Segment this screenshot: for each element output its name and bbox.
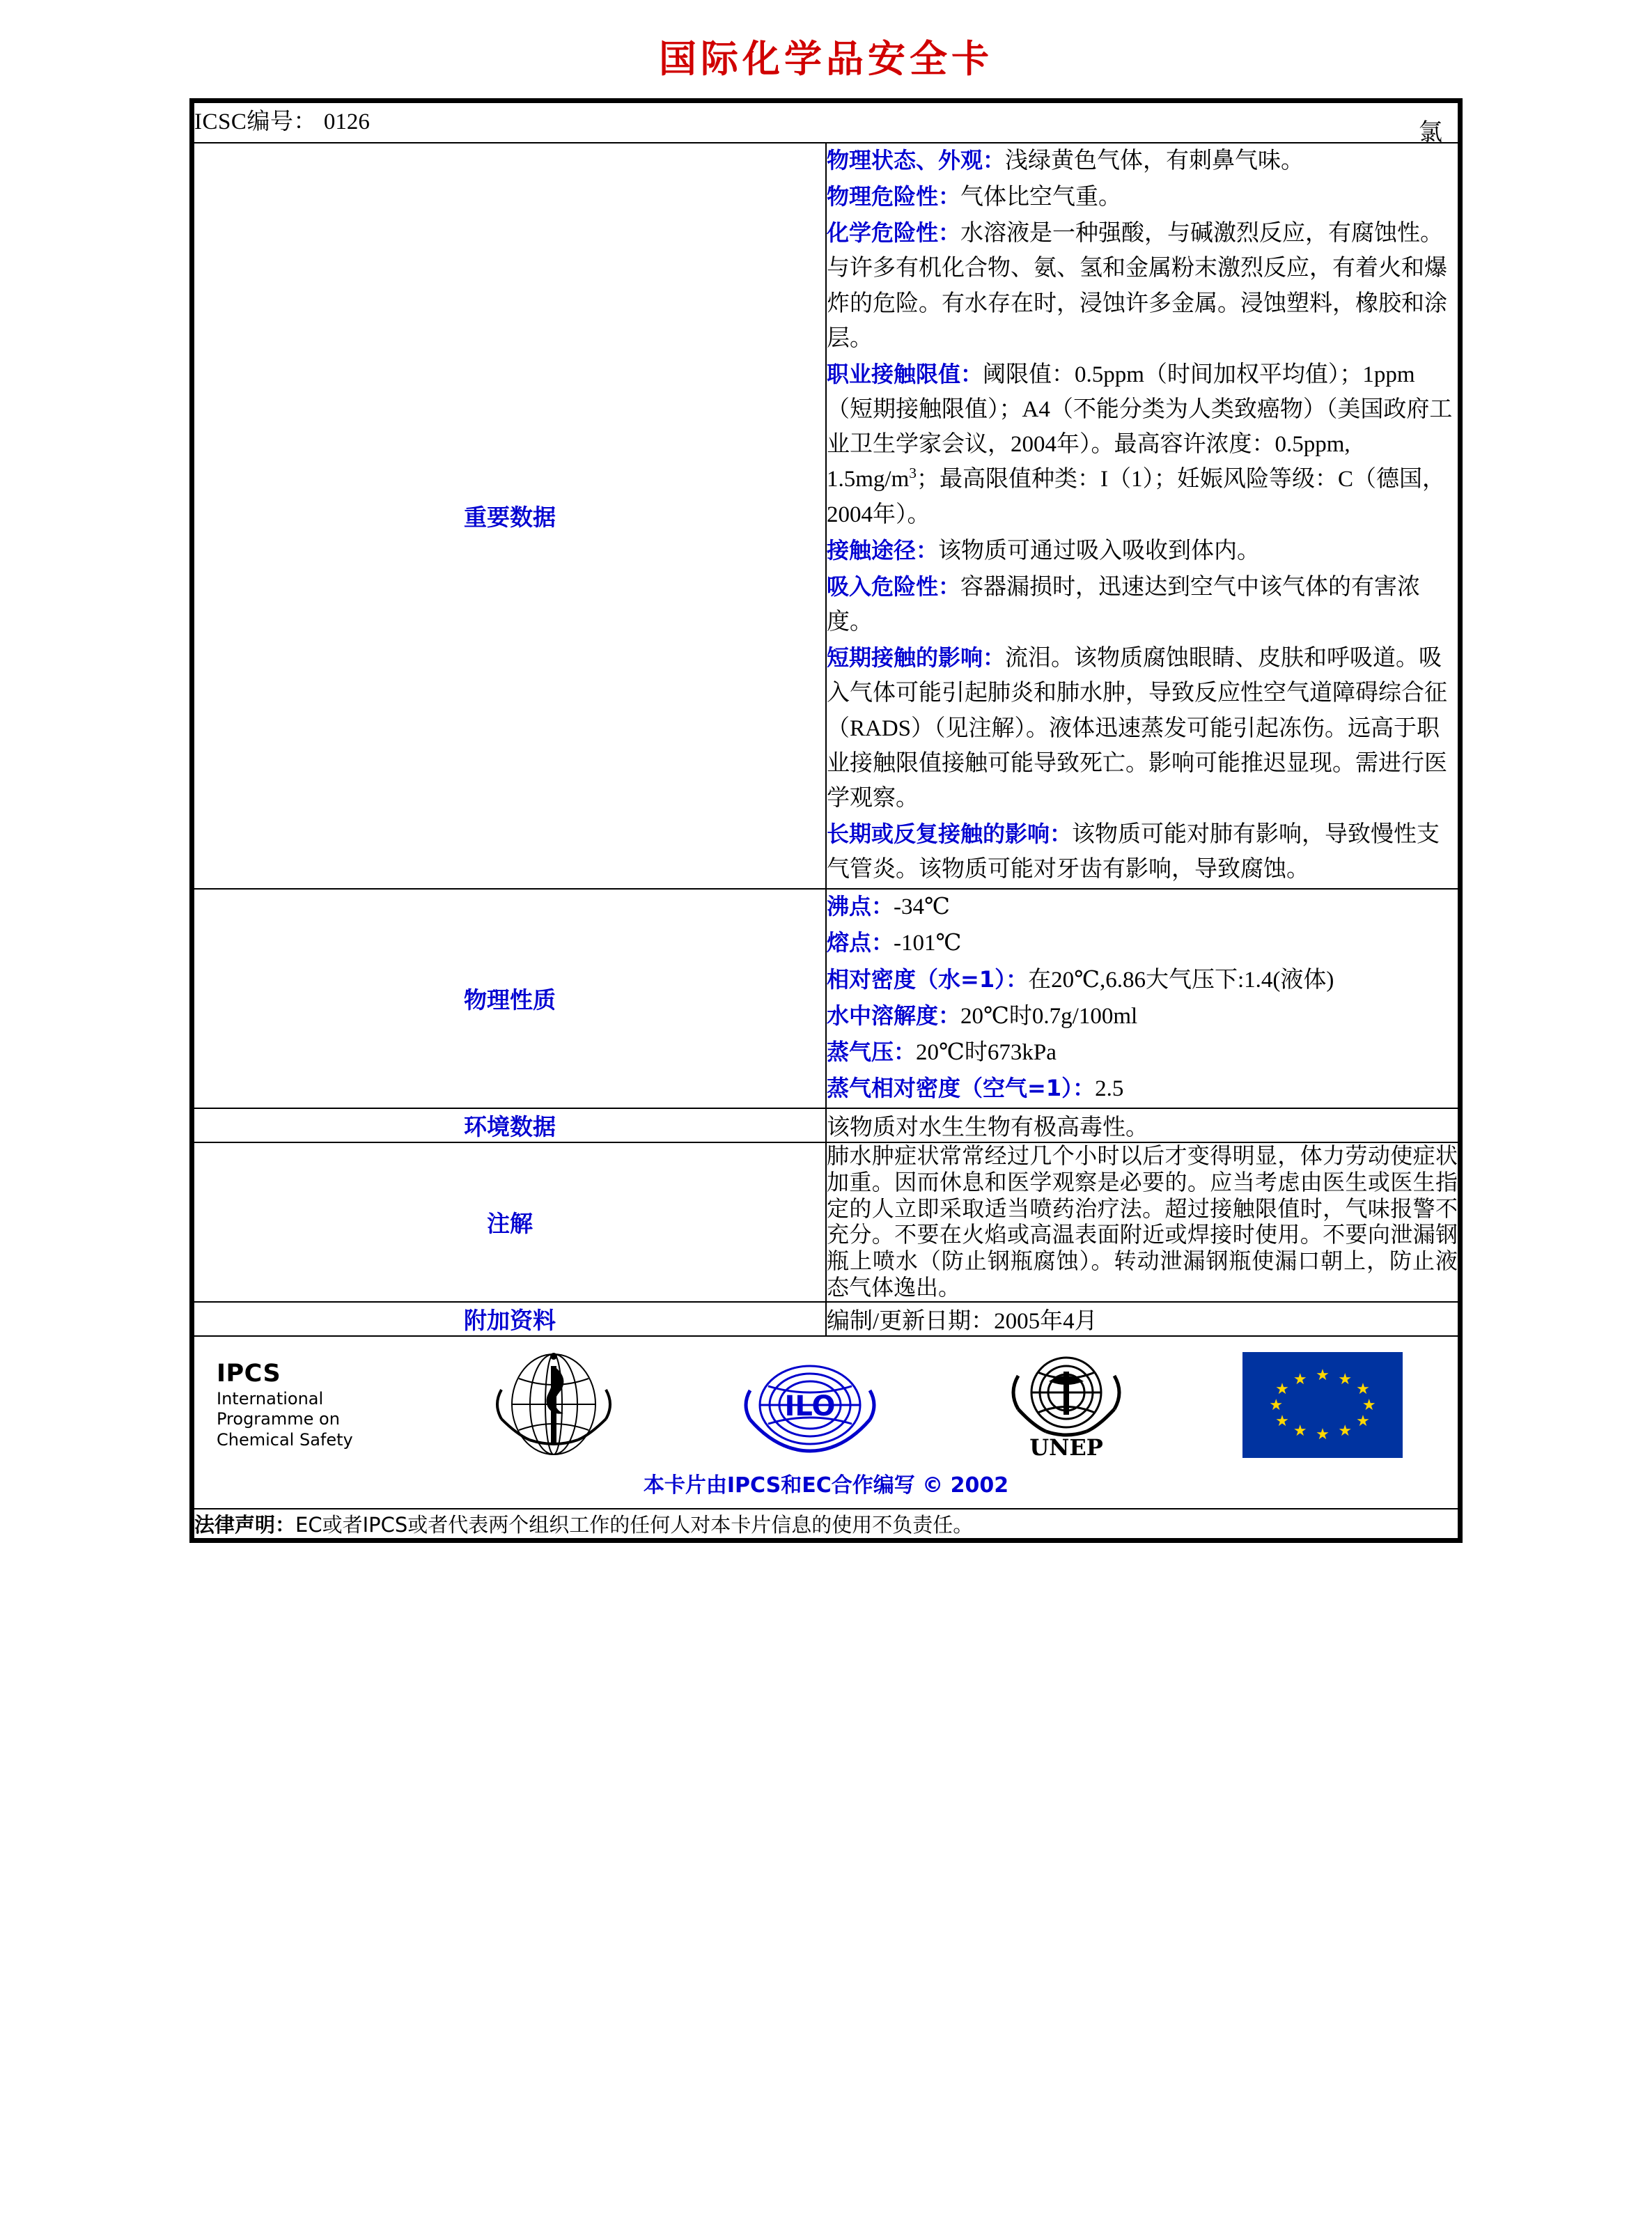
eu-star-icon: ★ xyxy=(1275,1379,1289,1397)
entry-key: 职业接触限值： xyxy=(827,360,983,387)
entry-long-term-effects xyxy=(827,817,1458,887)
prop-value: 20℃时673kPa xyxy=(916,1039,1057,1065)
important-data-content xyxy=(826,143,1458,889)
prop-key: 蒸气相对密度（空气=1）： xyxy=(827,1075,1096,1102)
eu-star-icon: ★ xyxy=(1356,1411,1370,1429)
notes-content: 肺水肿症状常常经过几个小时以后才变得明显，体力劳动使症状加重。因而休息和医学观察是必要的。应当考虑由医生或医生指定的人立即采取适当喷药治疗法。超过接触限值时，气味报警不充分。不要在火焰或高温表面附近或焊接时使用。不要向泄漏钢瓶上喷水（防止钢瓶腐蚀）。转动泄漏钢瓶使漏口朝上，防止液态气体逸出。 xyxy=(826,1142,1458,1302)
environmental-data-label: 环境数据 xyxy=(194,1108,826,1142)
legal-text: EC或者IPCS或者代表两个组织工作的任何人对本卡片信息的使用不负责任。 xyxy=(295,1512,974,1537)
entry-routes-of-exposure xyxy=(827,534,1458,568)
entry-occupational-limits xyxy=(827,357,1458,532)
entry-key: 接触途径： xyxy=(827,536,939,564)
unep-logo xyxy=(938,1349,1194,1461)
who-logo-icon xyxy=(488,1351,620,1459)
eu-star-icon: ★ xyxy=(1356,1379,1370,1397)
physical-properties-label: 物理性质 xyxy=(194,889,826,1108)
prop-key: 熔点： xyxy=(827,929,894,956)
prop-value: 在20℃,6.86大气压下:1.4(液体) xyxy=(1028,967,1334,993)
environmental-data-content: 该物质对水生生物有极高毒性。 xyxy=(826,1108,1458,1142)
card-header xyxy=(194,102,1458,146)
legal-row xyxy=(194,1509,1458,1539)
legal-notice xyxy=(194,1509,1458,1539)
eu-star-icon: ★ xyxy=(1316,1366,1330,1384)
entry-key: 长期或反复接触的影响： xyxy=(827,820,1073,847)
eu-star-icon: ★ xyxy=(1338,1369,1353,1388)
entry-value: 气体比空气重。 xyxy=(960,185,1122,210)
eu-star-icon: ★ xyxy=(1293,1421,1307,1439)
entry-chemical-dangers xyxy=(827,216,1458,356)
icsc-number: 0126 xyxy=(323,109,370,134)
credit-line: 本卡片由IPCS和EC合作编写 © 2002 xyxy=(643,1473,1009,1498)
prop-key: 水中溶解度： xyxy=(827,1002,961,1029)
entry-value: 阈限值：0.5ppm（时间加权平均值）；1ppm（短期接触限值）；A4（不能分类为人类致癌物）（美国政府工业卫生学家会议，2004年）。最高容许浓度：0.5ppm, $1.5mg/m^3$；最高限值种类：I（1）；妊娠风险等级：C（德国，2004年）。 xyxy=(827,362,1453,527)
prop-water-solubility xyxy=(827,999,1458,1034)
eu-flag xyxy=(1194,1349,1451,1461)
entry-value: 水溶液是一种强酸，与碱激烈反应，有腐蚀性。与许多有机化合物、氨、氢和金属粉末激烈反应，有着火和爆炸的危险。有水存在时，浸蚀许多金属。浸蚀塑料，橡胶和涂层。 xyxy=(827,221,1447,351)
prop-relative-density xyxy=(827,963,1458,998)
entry-value: 容器漏损时，迅速达到空气中该气体的有害浓度。 xyxy=(827,574,1421,635)
prop-key: 蒸气压： xyxy=(827,1038,917,1065)
notes-label: 注解 xyxy=(194,1142,826,1302)
ilo-logo xyxy=(682,1349,938,1461)
entry-value: 该物质可能对肺有影响，导致慢性支气管炎。该物质可能对牙齿有影响，导致腐蚀。 xyxy=(827,821,1440,883)
svg-text:UNEP: UNEP xyxy=(1029,1434,1103,1461)
entry-short-term-effects xyxy=(827,641,1458,816)
entry-key: 物理状态、外观： xyxy=(827,147,1006,173)
prop-value: -34℃ xyxy=(894,894,950,920)
entry-value: 流泪。该物质腐蚀眼睛、皮肤和呼吸道。吸入气体可能引起肺炎和肺水肿，导致反应性空气道障碍综合征（RADS）（见注解）。液体迅速蒸发可能引起冻伤。远高于职业接触限值接触可能导致死亡。影响可能推迟显现。需进行医学观察。 xyxy=(827,646,1447,811)
ilo-logo-icon xyxy=(740,1353,880,1457)
icsc-table xyxy=(193,102,1459,1539)
important-data-row xyxy=(194,143,1458,889)
unep-logo-icon xyxy=(1000,1349,1132,1461)
logo-strip xyxy=(194,1337,1458,1465)
entry-inhalation-risk xyxy=(827,570,1458,639)
additional-row xyxy=(194,1302,1458,1336)
ipcs-block xyxy=(201,1359,426,1450)
entry-physical-dangers xyxy=(827,180,1458,215)
eu-star-icon: ★ xyxy=(1316,1425,1330,1443)
entry-key: 吸入危险性： xyxy=(827,573,961,600)
physical-properties-content xyxy=(826,889,1458,1108)
prop-vapour-relative-density xyxy=(827,1071,1458,1106)
entry-value: 浅绿黄色气体，有刺鼻气味。 xyxy=(1005,148,1304,173)
prop-vapour-pressure xyxy=(827,1035,1458,1070)
entry-key: 化学危险性： xyxy=(827,219,961,247)
environmental-data-row xyxy=(194,1108,1458,1142)
important-data-label: 重要数据 xyxy=(194,143,826,889)
additional-content: 编制/更新日期：2005年4月 xyxy=(826,1302,1458,1336)
entry-physical-state xyxy=(827,143,1458,178)
prop-value: 2.5 xyxy=(1095,1076,1124,1102)
prop-key: 相对密度（水=1）： xyxy=(827,965,1029,993)
page-title: 国际化学品安全卡 xyxy=(659,37,993,81)
entry-key: 物理危险性： xyxy=(827,183,961,210)
eu-star-icon: ★ xyxy=(1275,1411,1289,1429)
footer-band xyxy=(194,1336,1458,1509)
prop-boiling-point xyxy=(827,890,1458,924)
footer-logo-row xyxy=(194,1336,1458,1509)
icsc-card xyxy=(189,98,1463,1543)
prop-key: 沸点： xyxy=(827,893,894,920)
prop-value: -101℃ xyxy=(894,931,962,956)
prop-melting-point xyxy=(827,926,1458,961)
ipcs-line-2: Programme on xyxy=(217,1409,340,1429)
header-row xyxy=(194,102,1458,143)
ipcs-line-3: Chemical Safety xyxy=(217,1429,353,1450)
svg-text:ILO: ILO xyxy=(784,1390,836,1422)
notes-row xyxy=(194,1142,1458,1302)
eu-star-icon: ★ xyxy=(1362,1395,1376,1413)
eu-star-icon: ★ xyxy=(1293,1369,1307,1388)
who-logo xyxy=(426,1349,682,1461)
eu-star-icon: ★ xyxy=(1269,1395,1284,1413)
physical-properties-row xyxy=(194,889,1458,1108)
additional-label: 附加资料 xyxy=(194,1302,826,1336)
legal-label: 法律声明： xyxy=(194,1512,296,1537)
prop-value: 20℃时0.7g/100ml xyxy=(960,1003,1138,1029)
entry-value: 该物质可通过吸入吸收到体内。 xyxy=(938,538,1261,564)
ipcs-acronym: IPCS xyxy=(217,1360,281,1388)
substance-name: 氯 xyxy=(1419,120,1442,146)
eu-star-icon: ★ xyxy=(1338,1421,1353,1439)
icsc-label: ICSC编号： xyxy=(194,109,317,134)
ipcs-line-1: International xyxy=(217,1389,324,1409)
entry-key: 短期接触的影响： xyxy=(827,644,1006,672)
eu-flag-graphic xyxy=(1242,1352,1403,1458)
